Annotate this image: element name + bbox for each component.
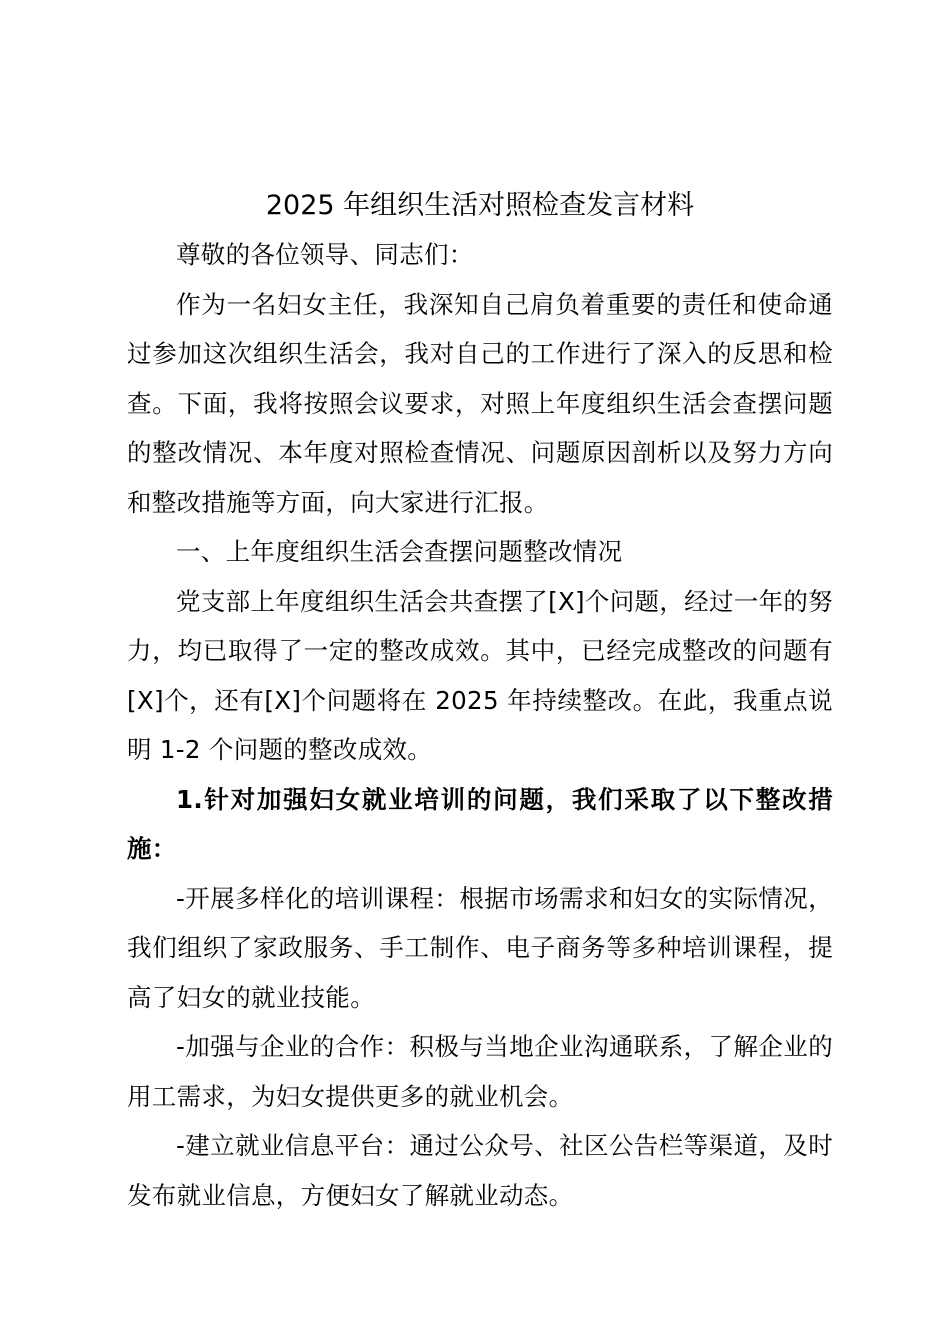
greeting-paragraph: 尊敬的各位领导、同志们：: [176, 240, 474, 269]
item-heading: 1.针对加强妇女就业培训的问题，我们采取了以下整改措施：: [127, 784, 833, 863]
measure-paragraph: -建立就业信息平台：通过公众号、社区公告栏等渠道，及时发布就业信息，方便妇女了解就业动态。: [127, 1131, 833, 1210]
section-body-paragraph: 党支部上年度组织生活会共查摆了[X]个问题，经过一年的努力，均已取得了一定的整改成效。其中，已经完成整改的问题有[X]个，还有[X]个问题将在 2025 年持续整改。在此，我重点说明 1-2 个问题的整改成效。: [127, 586, 833, 764]
document-title: 2025 年组织生活对照检查发言材料: [265, 190, 695, 221]
section-heading: 一、上年度组织生活会查摆问题整改情况: [176, 537, 623, 566]
measure-paragraph: -开展多样化的培训课程：根据市场需求和妇女的实际情况，我们组织了家政服务、手工制作、电子商务等多种培训课程，提高了妇女的就业技能。: [127, 883, 833, 1012]
measure-paragraph: -加强与企业的合作：积极与当地企业沟通联系，了解企业的用工需求，为妇女提供更多的就业机会。: [127, 1032, 833, 1111]
document-page: [127, 181, 833, 1220]
intro-paragraph: 作为一名妇女主任，我深知自己肩负着重要的责任和使命通过参加这次组织生活会，我对自己的工作进行了深入的反思和检查。下面，我将按照会议要求，对照上年度组织生活会查摆问题的整改情况、本年度对照检查情况、问题原因剖析以及努力方向和整改措施等方面，向大家进行汇报。: [127, 289, 833, 517]
